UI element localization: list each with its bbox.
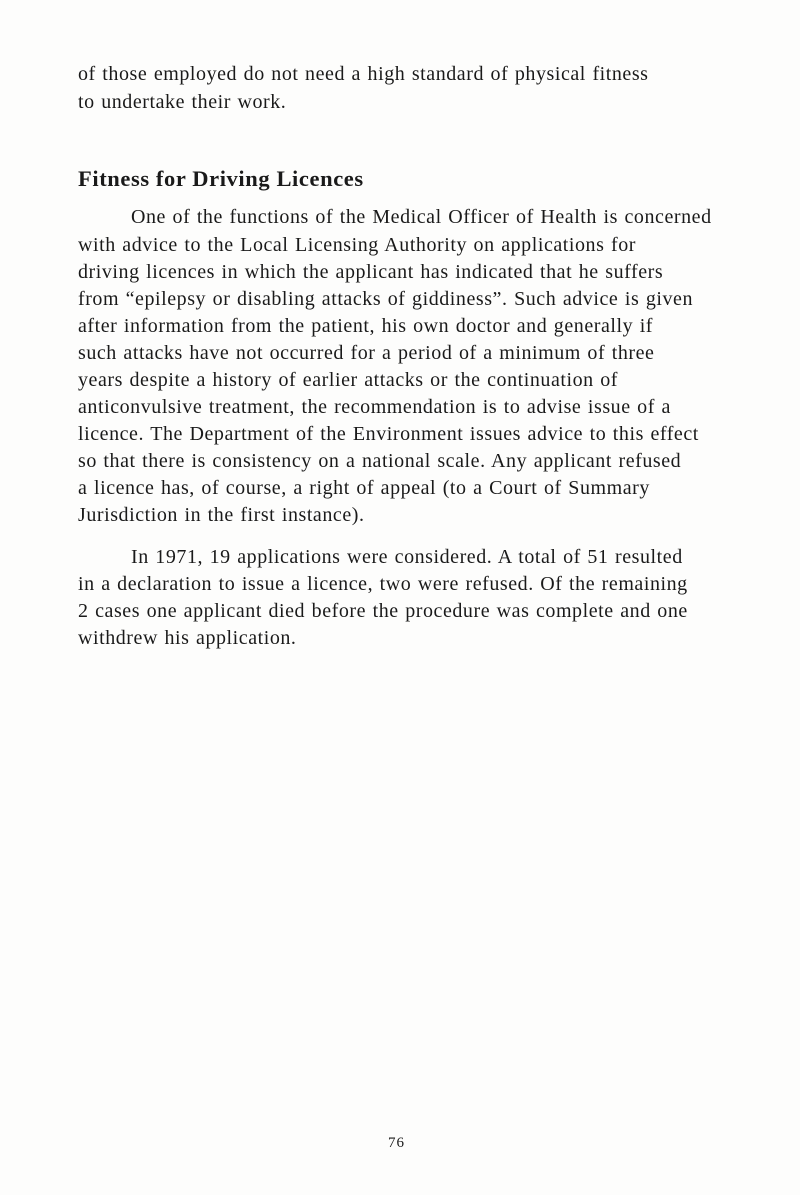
paragraph2-line-2: in a declaration to issue a licence, two were refused. Of the remaining <box>78 573 688 595</box>
intro-line-2: to undertake their work. <box>78 91 287 113</box>
paragraph1-line-7: years despite a history of earlier attacks or the continuation of <box>78 369 619 391</box>
paragraph1-line-6: such attacks have not occurred for a period of a minimum of three <box>78 342 655 364</box>
intro-line-1: of those employed do not need a high standard of physical fitness <box>78 63 649 85</box>
paragraph1-line-5: after information from the patient, his own doctor and generally if <box>78 315 654 337</box>
paragraph1-line-3: driving licences in which the applicant has indicated that he suffers <box>78 261 664 283</box>
paragraph1-line-1: One of the functions of the Medical Officer of Health is concerned <box>131 206 712 228</box>
paragraph1-line-4: from “epilepsy or disabling attacks of giddiness”. Such advice is given <box>78 288 694 310</box>
paragraph1-line-11: a licence has, of course, a right of appeal (to a Court of Summary <box>78 477 650 499</box>
paragraph2-line-3: 2 cases one applicant died before the procedure was complete and one <box>78 600 688 622</box>
paragraph1-line-2: with advice to the Local Licensing Authority on applications for <box>78 234 636 256</box>
section-heading: Fitness for Driving Licences <box>78 166 364 191</box>
page-number: 76 <box>388 1135 405 1151</box>
paragraph1-line-9: licence. The Department of the Environment issues advice to this effect <box>78 423 699 445</box>
paragraph1-line-12: Jurisdiction in the first instance). <box>78 504 365 526</box>
paragraph2-line-4: withdrew his application. <box>78 627 297 649</box>
paragraph1-line-10: so that there is consistency on a national scale. Any applicant refused <box>78 450 682 472</box>
paragraph2-line-1: In 1971, 19 applications were considered. A total of 51 resulted <box>131 546 683 568</box>
paragraph1-line-8: anticonvulsive treatment, the recommendation is to advise issue of a <box>78 396 671 418</box>
